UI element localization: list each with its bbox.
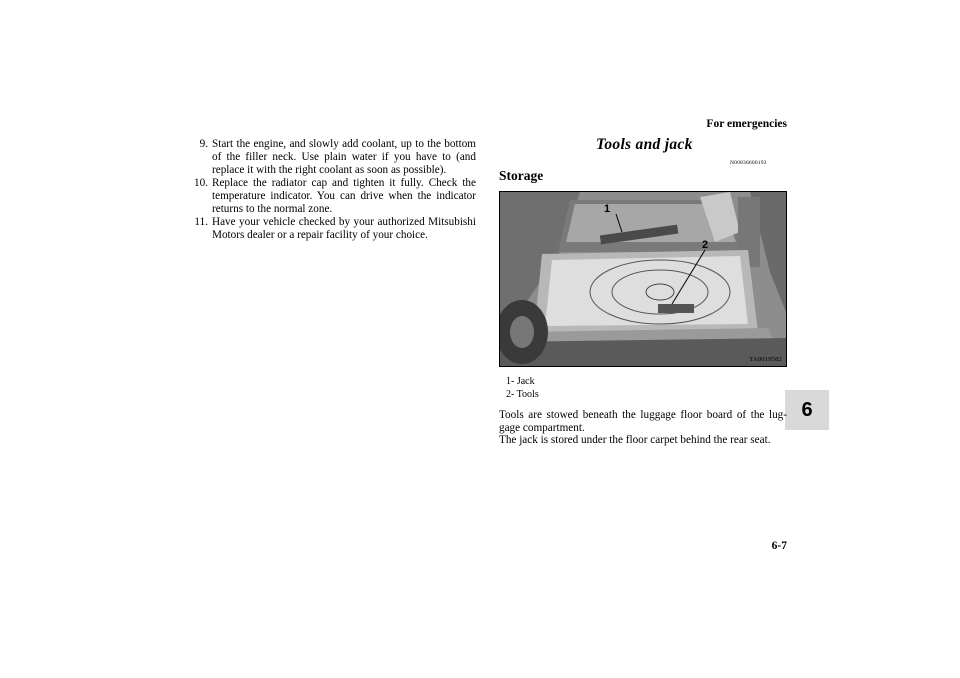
section-subtitle: Storage [499, 168, 544, 183]
chapter-tab [785, 390, 829, 430]
legend-item-tools: 2- Tools [506, 389, 539, 400]
figure-code: TA0019582 [749, 356, 782, 363]
step-number: 10. [194, 177, 208, 189]
body-text [499, 409, 787, 447]
step-number: 9. [199, 138, 208, 150]
step-item [185, 138, 476, 177]
procedure-steps [185, 138, 476, 242]
running-header: For emergencies [706, 118, 787, 130]
figure-legend [506, 375, 539, 401]
cargo-illustration [499, 191, 787, 367]
callout-1: 1 [604, 203, 611, 215]
section-code: N00836600193 [730, 160, 767, 166]
step-text: Replace the radiator cap and tighten it fully. Check the temperature indicator. You can drive when the indicator returns to the normal zone. [212, 177, 476, 215]
page-number: 6-7 [771, 540, 787, 552]
cargo-drawing [500, 192, 786, 366]
step-item [185, 216, 476, 242]
body-paragraph: The jack is stored under the floor carpet behind the rear seat. [499, 434, 771, 446]
step-text: Start the engine, and slowly add coolant, up to the bottom of the filler neck. Use plain water if you have to (and replace it with the right coolant as soon as possible). [212, 138, 476, 176]
body-paragraph: Tools are stowed beneath the luggage floor board of the lug-gage compartment. [499, 409, 787, 434]
callout-2: 2 [702, 239, 709, 251]
step-number: 11. [194, 216, 208, 228]
legend-item-jack: 1- Jack [506, 376, 535, 387]
step-item [185, 177, 476, 216]
section-title: Tools and jack [596, 136, 693, 153]
chapter-tab-label: 6 [801, 398, 813, 421]
step-text: Have your vehicle checked by your authorized Mitsubishi Motors dealer or a repair facility of your choice. [212, 216, 476, 241]
